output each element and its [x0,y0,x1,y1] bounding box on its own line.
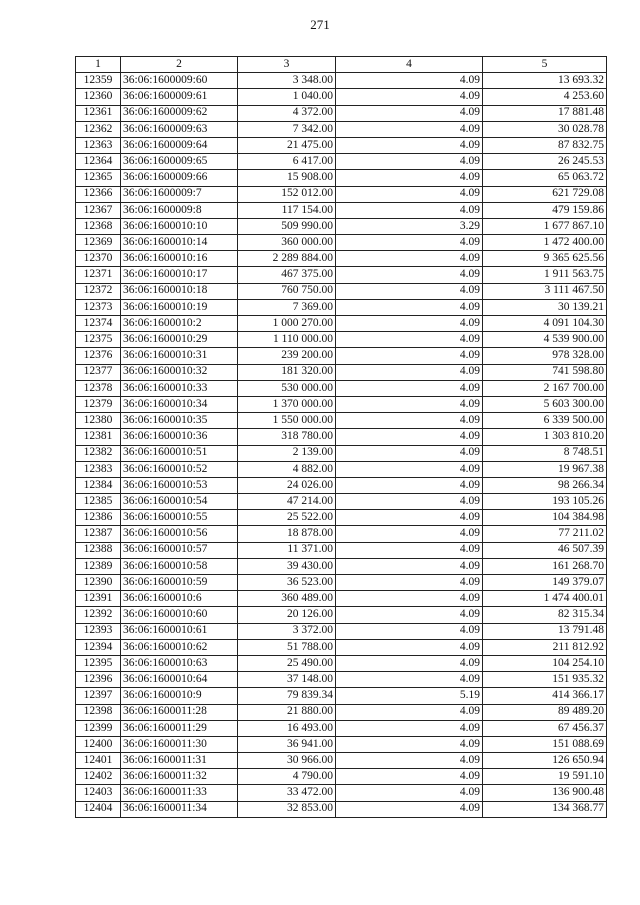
rate-cell: 4.09 [336,558,483,574]
cadastral-number-cell: 36:06:1600011:34 [121,801,238,817]
amount-cell: 30 139.21 [483,299,607,315]
rate-cell: 4.09 [336,591,483,607]
rate-cell: 4.09 [336,575,483,591]
value-cell: 1 370 000.00 [238,396,336,412]
value-cell: 32 853.00 [238,801,336,817]
rate-cell: 4.09 [336,704,483,720]
row-number-cell: 12384 [76,477,121,493]
amount-cell: 1 911 563.75 [483,267,607,283]
rate-cell: 4.09 [336,461,483,477]
amount-cell: 19 967.38 [483,461,607,477]
table-row [76,672,607,688]
amount-cell: 414 366.17 [483,688,607,704]
rate-cell: 4.09 [336,445,483,461]
column-header: 3 [238,57,336,73]
amount-cell: 1 677 867.10 [483,218,607,234]
cadastral-number-cell: 36:06:1600010:58 [121,558,238,574]
cadastral-number-cell: 36:06:1600009:64 [121,137,238,153]
value-cell: 7 369.00 [238,299,336,315]
rate-cell: 4.09 [336,89,483,105]
amount-cell: 741 598.80 [483,364,607,380]
value-cell: 509 990.00 [238,218,336,234]
value-cell: 51 788.00 [238,639,336,655]
row-number-cell: 12398 [76,704,121,720]
table-row [76,332,607,348]
row-number-cell: 12372 [76,283,121,299]
amount-cell: 104 384.98 [483,510,607,526]
row-number-cell: 12387 [76,526,121,542]
row-number-cell: 12362 [76,121,121,137]
amount-cell: 151 088.69 [483,736,607,752]
cadastral-number-cell: 36:06:1600010:17 [121,267,238,283]
column-header: 2 [121,57,238,73]
row-number-cell: 12360 [76,89,121,105]
value-cell: 30 966.00 [238,753,336,769]
row-number-cell: 12365 [76,170,121,186]
amount-cell: 87 832.75 [483,137,607,153]
table-row [76,348,607,364]
rate-cell: 4.09 [336,785,483,801]
rate-cell: 4.09 [336,655,483,671]
table-row [76,299,607,315]
cadastral-number-cell: 36:06:1600010:59 [121,575,238,591]
cadastral-number-cell: 36:06:1600010:29 [121,332,238,348]
row-number-cell: 12376 [76,348,121,364]
cadastral-number-cell: 36:06:1600010:55 [121,510,238,526]
value-cell: 760 750.00 [238,283,336,299]
row-number-cell: 12388 [76,542,121,558]
value-cell: 117 154.00 [238,202,336,218]
value-cell: 2 139.00 [238,445,336,461]
rate-cell: 4.09 [336,736,483,752]
amount-cell: 5 603 300.00 [483,396,607,412]
row-number-cell: 12359 [76,73,121,89]
cadastral-number-cell: 36:06:1600010:54 [121,494,238,510]
rate-cell: 4.09 [336,105,483,121]
table-row [76,396,607,412]
amount-cell: 6 339 500.00 [483,413,607,429]
value-cell: 24 026.00 [238,477,336,493]
row-number-cell: 12370 [76,251,121,267]
row-number-cell: 12382 [76,445,121,461]
table-row [76,494,607,510]
amount-cell: 89 489.20 [483,704,607,720]
rate-cell: 4.09 [336,510,483,526]
table-row [76,688,607,704]
row-number-cell: 12396 [76,672,121,688]
row-number-cell: 12369 [76,235,121,251]
value-cell: 36 523.00 [238,575,336,591]
row-number-cell: 12381 [76,429,121,445]
amount-cell: 46 507.39 [483,542,607,558]
table-row [76,704,607,720]
value-cell: 25 490.00 [238,655,336,671]
rate-cell: 4.09 [336,477,483,493]
table-row [76,461,607,477]
table-row [76,413,607,429]
row-number-cell: 12371 [76,267,121,283]
value-cell: 1 110 000.00 [238,332,336,348]
rate-cell: 4.09 [336,672,483,688]
table-row [76,89,607,105]
cadastral-number-cell: 36:06:1600010:60 [121,607,238,623]
amount-cell: 1 472 400.00 [483,235,607,251]
rate-cell: 4.09 [336,267,483,283]
cadastral-number-cell: 36:06:1600009:8 [121,202,238,218]
row-number-cell: 12366 [76,186,121,202]
value-cell: 467 375.00 [238,267,336,283]
row-number-cell: 12395 [76,655,121,671]
table-row [76,283,607,299]
amount-cell: 9 365 625.56 [483,251,607,267]
amount-cell: 19 591.10 [483,769,607,785]
amount-cell: 151 935.32 [483,672,607,688]
table-row [76,267,607,283]
value-cell: 6 417.00 [238,154,336,170]
value-cell: 21 475.00 [238,137,336,153]
amount-cell: 13 791.48 [483,623,607,639]
value-cell: 239 200.00 [238,348,336,364]
row-number-cell: 12400 [76,736,121,752]
rate-cell: 4.09 [336,170,483,186]
table-row [76,316,607,332]
value-cell: 360 489.00 [238,591,336,607]
amount-cell: 136 900.48 [483,785,607,801]
cadastral-number-cell: 36:06:1600010:18 [121,283,238,299]
amount-cell: 978 328.00 [483,348,607,364]
row-number-cell: 12377 [76,364,121,380]
table-row [76,170,607,186]
row-number-cell: 12399 [76,720,121,736]
cadastral-number-cell: 36:06:1600009:60 [121,73,238,89]
rate-cell: 4.09 [336,316,483,332]
rate-cell: 4.09 [336,202,483,218]
row-number-cell: 12401 [76,753,121,769]
cadastral-number-cell: 36:06:1600010:16 [121,251,238,267]
value-cell: 4 372.00 [238,105,336,121]
amount-cell: 13 693.32 [483,73,607,89]
table-row [76,801,607,817]
value-cell: 1 550 000.00 [238,413,336,429]
amount-cell: 2 167 700.00 [483,380,607,396]
amount-cell: 4 253.60 [483,89,607,105]
value-cell: 1 000 270.00 [238,316,336,332]
value-cell: 318 780.00 [238,429,336,445]
table-row [76,154,607,170]
value-cell: 21 880.00 [238,704,336,720]
table-row [76,218,607,234]
amount-cell: 67 456.37 [483,720,607,736]
row-number-cell: 12380 [76,413,121,429]
table-row [76,542,607,558]
column-header: 5 [483,57,607,73]
amount-cell: 126 650.94 [483,753,607,769]
amount-cell: 193 105.26 [483,494,607,510]
table-row [76,753,607,769]
value-cell: 33 472.00 [238,785,336,801]
table-row [76,623,607,639]
amount-cell: 3 111 467.50 [483,283,607,299]
rate-cell: 4.09 [336,607,483,623]
value-cell: 3 348.00 [238,73,336,89]
table-row [76,429,607,445]
cadastral-number-cell: 36:06:1600010:33 [121,380,238,396]
row-number-cell: 12364 [76,154,121,170]
cadastral-number-cell: 36:06:1600010:56 [121,526,238,542]
cadastral-number-cell: 36:06:1600010:35 [121,413,238,429]
header-row [76,57,607,73]
table-row [76,607,607,623]
cadastral-number-cell: 36:06:1600011:30 [121,736,238,752]
rate-cell: 5.19 [336,688,483,704]
rate-cell: 4.09 [336,251,483,267]
amount-cell: 65 063.72 [483,170,607,186]
rate-cell: 4.09 [336,154,483,170]
cadastral-number-cell: 36:06:1600011:31 [121,753,238,769]
row-number-cell: 12392 [76,607,121,623]
value-cell: 15 908.00 [238,170,336,186]
cadastral-number-cell: 36:06:1600010:57 [121,542,238,558]
rate-cell: 4.09 [336,801,483,817]
value-cell: 37 148.00 [238,672,336,688]
row-number-cell: 12374 [76,316,121,332]
row-number-cell: 12389 [76,558,121,574]
table-row [76,445,607,461]
cadastral-number-cell: 36:06:1600010:53 [121,477,238,493]
column-header: 4 [336,57,483,73]
amount-cell: 1 474 400.01 [483,591,607,607]
row-number-cell: 12368 [76,218,121,234]
amount-cell: 26 245.53 [483,154,607,170]
amount-cell: 479 159.86 [483,202,607,218]
row-number-cell: 12385 [76,494,121,510]
cadastral-number-cell: 36:06:1600010:19 [121,299,238,315]
rate-cell: 4.09 [336,348,483,364]
row-number-cell: 12390 [76,575,121,591]
value-cell: 152 012.00 [238,186,336,202]
amount-cell: 161 268.70 [483,558,607,574]
amount-cell: 4 539 900.00 [483,332,607,348]
cadastral-number-cell: 36:06:1600011:33 [121,785,238,801]
amount-cell: 621 729.08 [483,186,607,202]
value-cell: 1 040.00 [238,89,336,105]
cadastral-number-cell: 36:06:1600009:61 [121,89,238,105]
cadastral-number-cell: 36:06:1600010:32 [121,364,238,380]
table-row [76,720,607,736]
rate-cell: 4.09 [336,526,483,542]
amount-cell: 77 211.02 [483,526,607,542]
table-row [76,235,607,251]
row-number-cell: 12363 [76,137,121,153]
rate-cell: 4.09 [336,364,483,380]
table-header [76,57,607,73]
table-row [76,137,607,153]
value-cell: 36 941.00 [238,736,336,752]
rate-cell: 4.09 [336,299,483,315]
row-number-cell: 12403 [76,785,121,801]
table-row [76,736,607,752]
cadastral-number-cell: 36:06:1600010:36 [121,429,238,445]
value-cell: 39 430.00 [238,558,336,574]
rate-cell: 4.09 [336,542,483,558]
cadastral-number-cell: 36:06:1600009:7 [121,186,238,202]
cadastral-number-cell: 36:06:1600010:64 [121,672,238,688]
table-row [76,73,607,89]
cadastral-number-cell: 36:06:1600010:61 [121,623,238,639]
value-cell: 360 000.00 [238,235,336,251]
value-cell: 530 000.00 [238,380,336,396]
table-row [76,477,607,493]
table-row [76,121,607,137]
row-number-cell: 12391 [76,591,121,607]
cadastral-number-cell: 36:06:1600010:62 [121,639,238,655]
row-number-cell: 12378 [76,380,121,396]
amount-cell: 17 881.48 [483,105,607,121]
cadastral-number-cell: 36:06:1600009:65 [121,154,238,170]
row-number-cell: 12397 [76,688,121,704]
value-cell: 25 522.00 [238,510,336,526]
value-cell: 16 493.00 [238,720,336,736]
value-cell: 4 790.00 [238,769,336,785]
row-number-cell: 12379 [76,396,121,412]
cadastral-number-cell: 36:06:1600009:62 [121,105,238,121]
rate-cell: 4.09 [336,380,483,396]
cadastral-number-cell: 36:06:1600010:31 [121,348,238,364]
value-cell: 3 372.00 [238,623,336,639]
table-row [76,575,607,591]
rate-cell: 4.09 [336,283,483,299]
value-cell: 2 289 884.00 [238,251,336,267]
rate-cell: 4.09 [336,186,483,202]
table-row [76,591,607,607]
table-row [76,785,607,801]
registry-table [75,56,607,818]
rate-cell: 4.09 [336,720,483,736]
cadastral-number-cell: 36:06:1600010:9 [121,688,238,704]
amount-cell: 104 254.10 [483,655,607,671]
cadastral-number-cell: 36:06:1600010:52 [121,461,238,477]
amount-cell: 30 028.78 [483,121,607,137]
table-row [76,558,607,574]
table-row [76,380,607,396]
row-number-cell: 12383 [76,461,121,477]
value-cell: 20 126.00 [238,607,336,623]
cadastral-number-cell: 36:06:1600010:10 [121,218,238,234]
cadastral-number-cell: 36:06:1600011:28 [121,704,238,720]
amount-cell: 149 379.07 [483,575,607,591]
rate-cell: 4.09 [336,121,483,137]
table-row [76,510,607,526]
amount-cell: 211 812.92 [483,639,607,655]
rate-cell: 4.09 [336,413,483,429]
cadastral-number-cell: 36:06:1600010:6 [121,591,238,607]
amount-cell: 98 266.34 [483,477,607,493]
table-row [76,655,607,671]
table-row [76,526,607,542]
rate-cell: 4.09 [336,753,483,769]
rate-cell: 4.09 [336,623,483,639]
amount-cell: 8 748.51 [483,445,607,461]
rate-cell: 4.09 [336,494,483,510]
cadastral-number-cell: 36:06:1600009:66 [121,170,238,186]
column-header: 1 [76,57,121,73]
value-cell: 181 320.00 [238,364,336,380]
value-cell: 47 214.00 [238,494,336,510]
row-number-cell: 12367 [76,202,121,218]
table-row [76,202,607,218]
value-cell: 18 878.00 [238,526,336,542]
row-number-cell: 12393 [76,623,121,639]
amount-cell: 1 303 810.20 [483,429,607,445]
cadastral-number-cell: 36:06:1600010:2 [121,316,238,332]
rate-cell: 4.09 [336,137,483,153]
value-cell: 11 371.00 [238,542,336,558]
cadastral-number-cell: 36:06:1600010:63 [121,655,238,671]
rate-cell: 4.09 [336,429,483,445]
table-row [76,186,607,202]
value-cell: 7 342.00 [238,121,336,137]
rate-cell: 4.09 [336,396,483,412]
amount-cell: 134 368.77 [483,801,607,817]
cadastral-number-cell: 36:06:1600009:63 [121,121,238,137]
rate-cell: 4.09 [336,73,483,89]
table-row [76,251,607,267]
cadastral-number-cell: 36:06:1600011:32 [121,769,238,785]
row-number-cell: 12404 [76,801,121,817]
value-cell: 4 882.00 [238,461,336,477]
row-number-cell: 12361 [76,105,121,121]
amount-cell: 82 315.34 [483,607,607,623]
cadastral-number-cell: 36:06:1600010:51 [121,445,238,461]
row-number-cell: 12373 [76,299,121,315]
table-body [76,73,607,818]
cadastral-number-cell: 36:06:1600011:29 [121,720,238,736]
rate-cell: 4.09 [336,235,483,251]
row-number-cell: 12394 [76,639,121,655]
table-row [76,639,607,655]
rate-cell: 3.29 [336,218,483,234]
table-row [76,105,607,121]
rate-cell: 4.09 [336,769,483,785]
cadastral-number-cell: 36:06:1600010:34 [121,396,238,412]
page-number: 271 [310,17,330,32]
row-number-cell: 12375 [76,332,121,348]
table-row [76,769,607,785]
row-number-cell: 12386 [76,510,121,526]
row-number-cell: 12402 [76,769,121,785]
value-cell: 79 839.34 [238,688,336,704]
table-row [76,364,607,380]
amount-cell: 4 091 104.30 [483,316,607,332]
rate-cell: 4.09 [336,332,483,348]
cadastral-number-cell: 36:06:1600010:14 [121,235,238,251]
rate-cell: 4.09 [336,639,483,655]
